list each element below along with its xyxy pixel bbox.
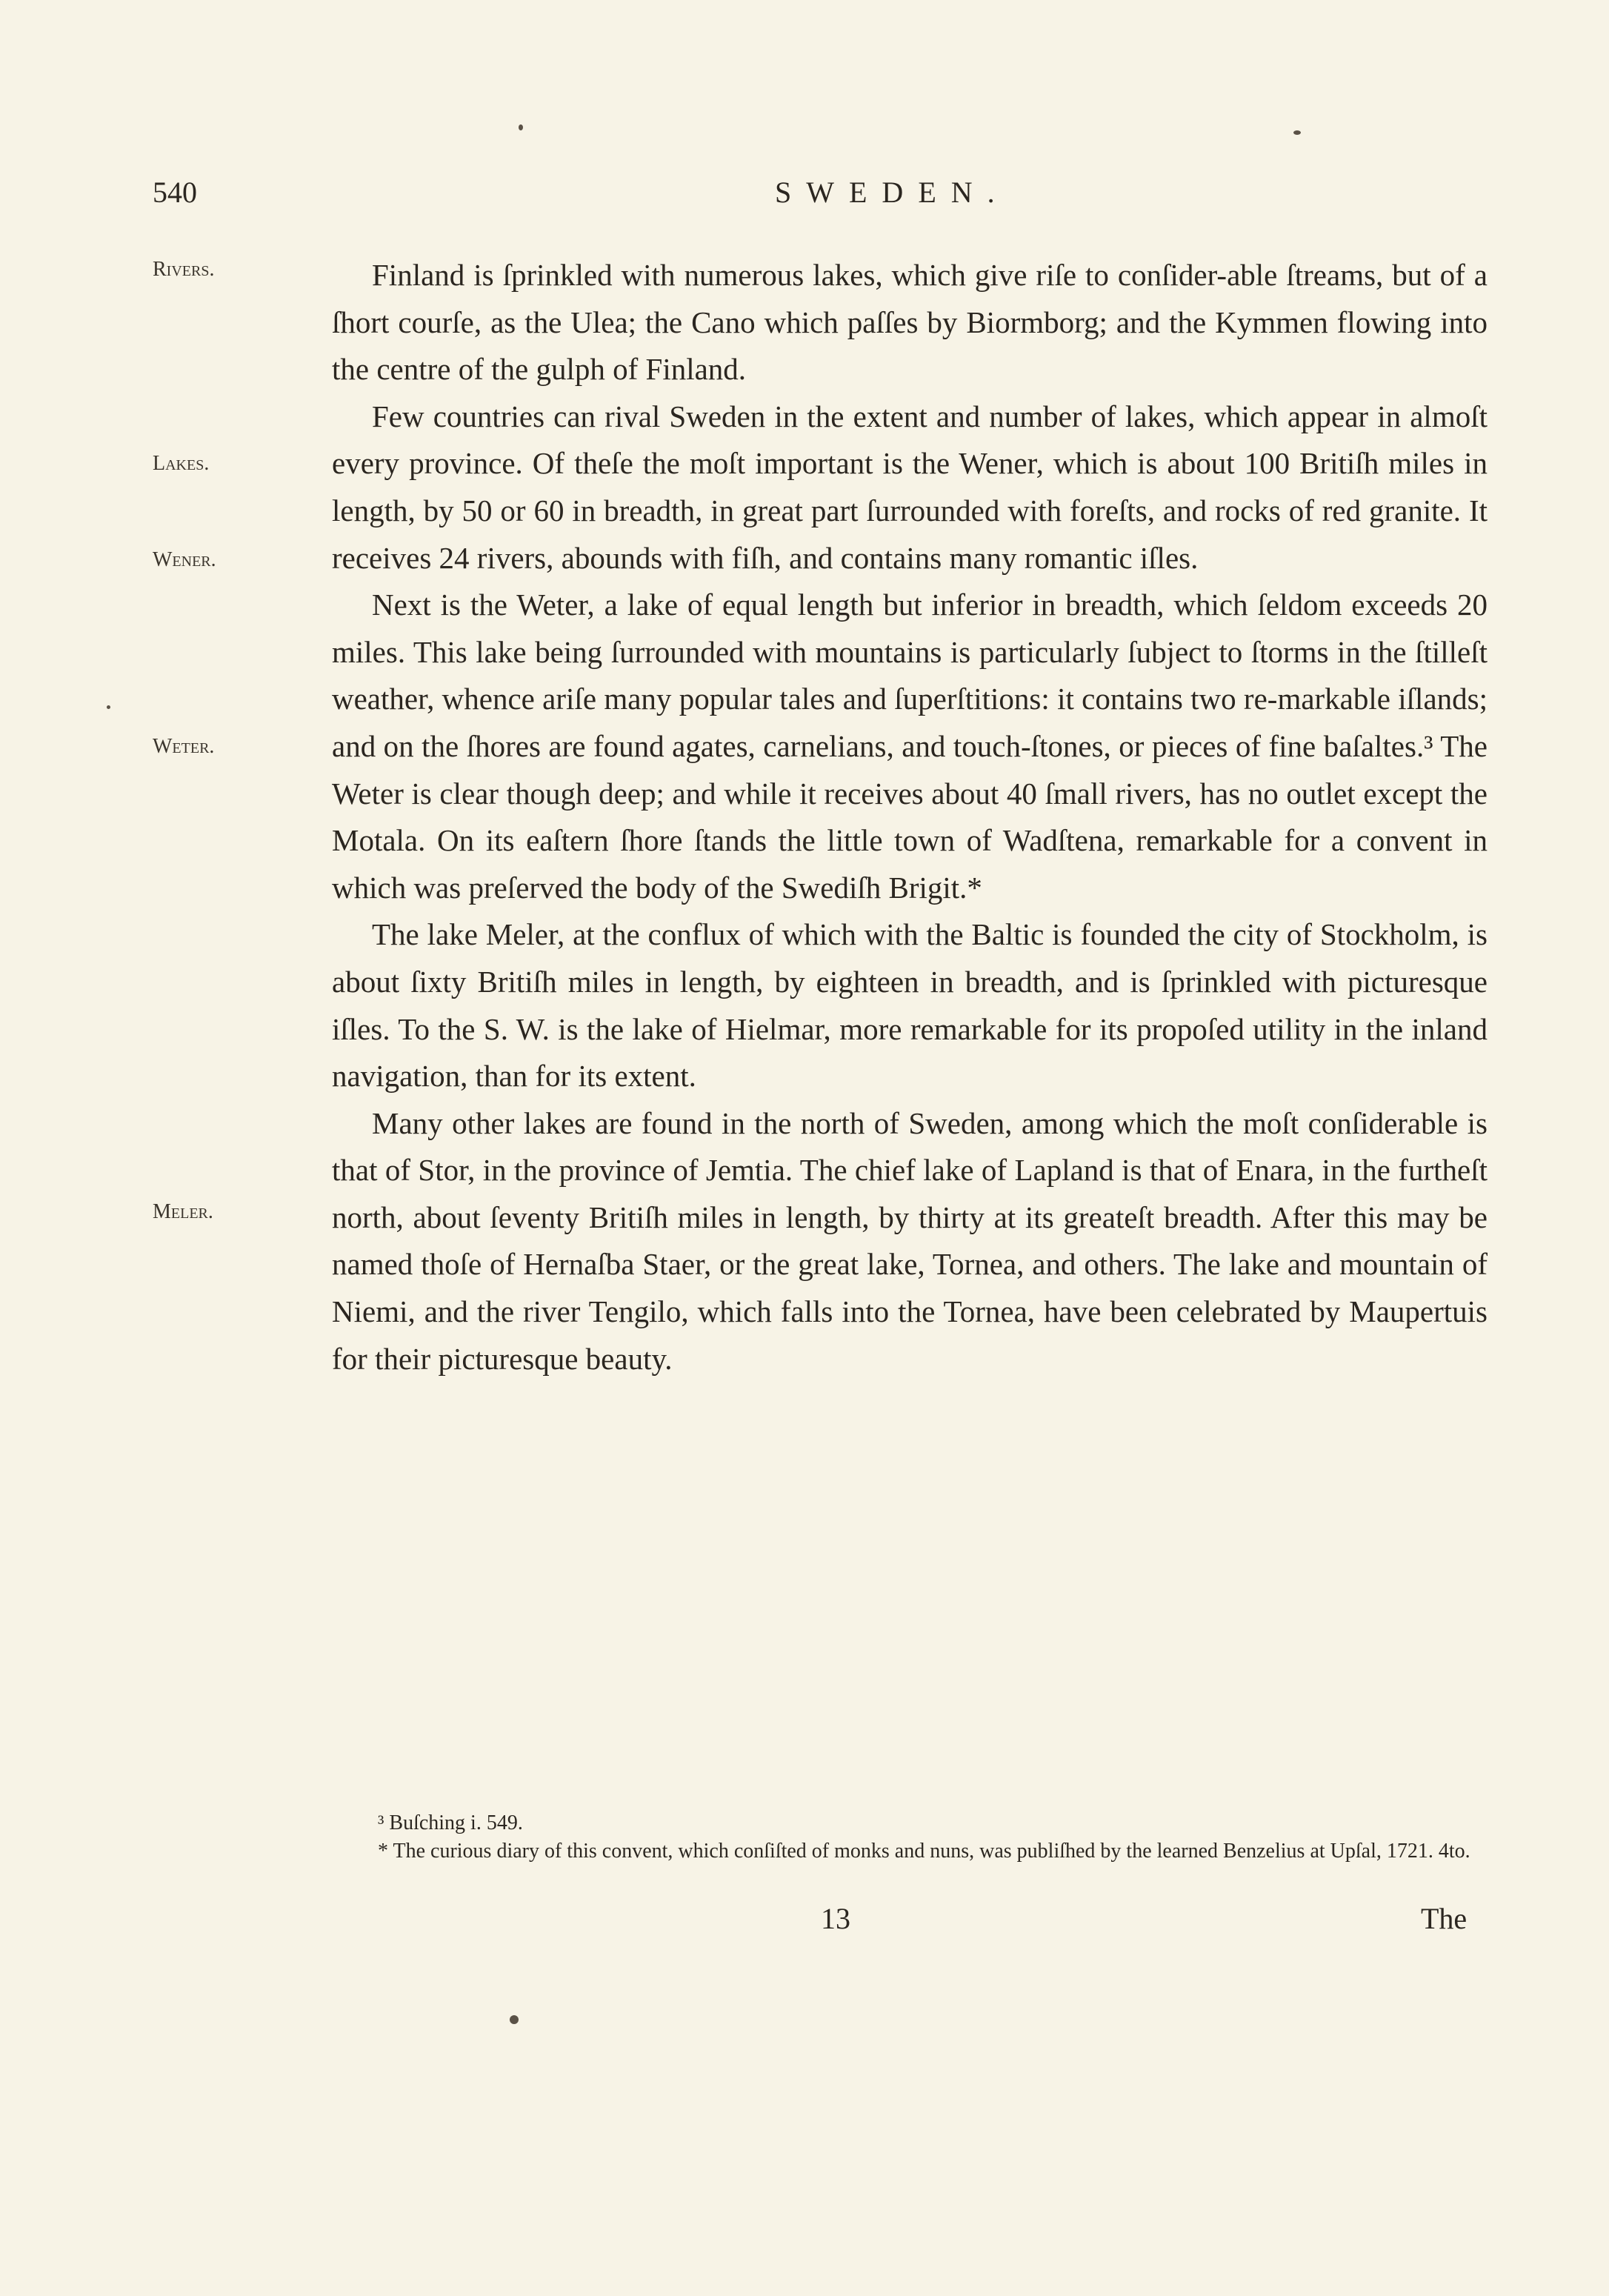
- marginal-note-lakes: Lakes.: [153, 452, 210, 475]
- paper-speck: [510, 2015, 519, 2024]
- footnote-3: ³ Buſching i. 549.: [378, 1811, 523, 1834]
- paragraph-meler: The lake Meler, at the conflux of which with the Baltic is founded the city of Stockholm, is about ſixty Britiſh miles in length, by eighteen in breadth, and is ſprinkled with picturesque iſles. To the S. W. is the lake of Hielmar, more remarkable for its propoſed utility in the inland navigation, than for its extent.: [332, 917, 1488, 1094]
- paper-speck: [519, 124, 523, 130]
- footnote-star: * The curious diary of this convent, which conſiſted of monks and nuns, was publiſhed by the learned Benzelius at Upſal, 1721. 4to.: [378, 1840, 1470, 1863]
- paragraph-weter: Next is the Weter, a lake of equal length but inferior in breadth, which ſeldom exceeds 20 miles. This lake being ſurrounded with mountains is particularly ſubject to ſtorms in the ſtilleſt weather, whence ariſe many popular tales and ſuperſtitions: it contains two re-markable iſlands; and on the ſhores are found agates, carnelians, and touch-ſtones, or pieces of fine baſaltes.³ The Weter is clear though deep; and while it receives about 40 ſmall rivers, has no outlet except the Motala. On its eaſtern ſhore ſtands the little town of Wadſtena, remarkable for a convent in which was preſerved the body of the Swediſh Brigit.*: [332, 588, 1488, 905]
- paper-speck: [107, 705, 110, 709]
- paragraph-rivers: Finland is ſprinkled with numerous lakes, which give riſe to conſider-able ſtreams, but of a ſhort courſe, as the Ulea; the Cano which paſſes by Biormborg; and the Kymmen flowing into the centre of the gulph of Finland.: [332, 258, 1488, 387]
- marginal-note-wener: Wener.: [153, 548, 216, 571]
- marginal-note-rivers: Rivers.: [153, 258, 215, 281]
- marginal-note-weter: Weter.: [153, 735, 215, 758]
- footnotes: [332, 1809, 1488, 1866]
- paragraph-northern-lakes: Many other lakes are found in the north of Sweden, among which the moſt conſiderable is that of Stor, in the province of Jemtia. The chief lake of Lapland is that of Enara, in the furtheſt north, about ſeventy Britiſh miles in length, by thirty at its greateſt breadth. After this may be named thoſe of Hernaſba Staer, or the great lake, Tornea, and others. The lake and mountain of Niemi, and the river Tengilo, which falls into the Tornea, have been celebrated by Maupertuis for their picturesque beauty.: [332, 1105, 1488, 1376]
- running-title: SWEDEN.: [775, 176, 1010, 209]
- body-text: [332, 252, 1488, 1382]
- catchword: The: [1421, 1902, 1468, 1935]
- page-header: [153, 175, 1501, 227]
- page-number: 540: [153, 176, 197, 209]
- marginal-note-meler: Meler.: [153, 1200, 213, 1223]
- paragraph-lakes-wener: Few countries can rival Sweden in the extent and number of lakes, which appear in almoſt every province. Of theſe the moſt important is the Wener, which is about 100 Britiſh miles in length, by 50 or 60 in breadth, in great part ſurrounded with foreſts, and rocks of red granite. It receives 24 rivers, abounds with fiſh, and contains many romantic iſles.: [332, 399, 1488, 575]
- paper-speck: [1293, 130, 1301, 135]
- signature-mark: 13: [821, 1902, 850, 1935]
